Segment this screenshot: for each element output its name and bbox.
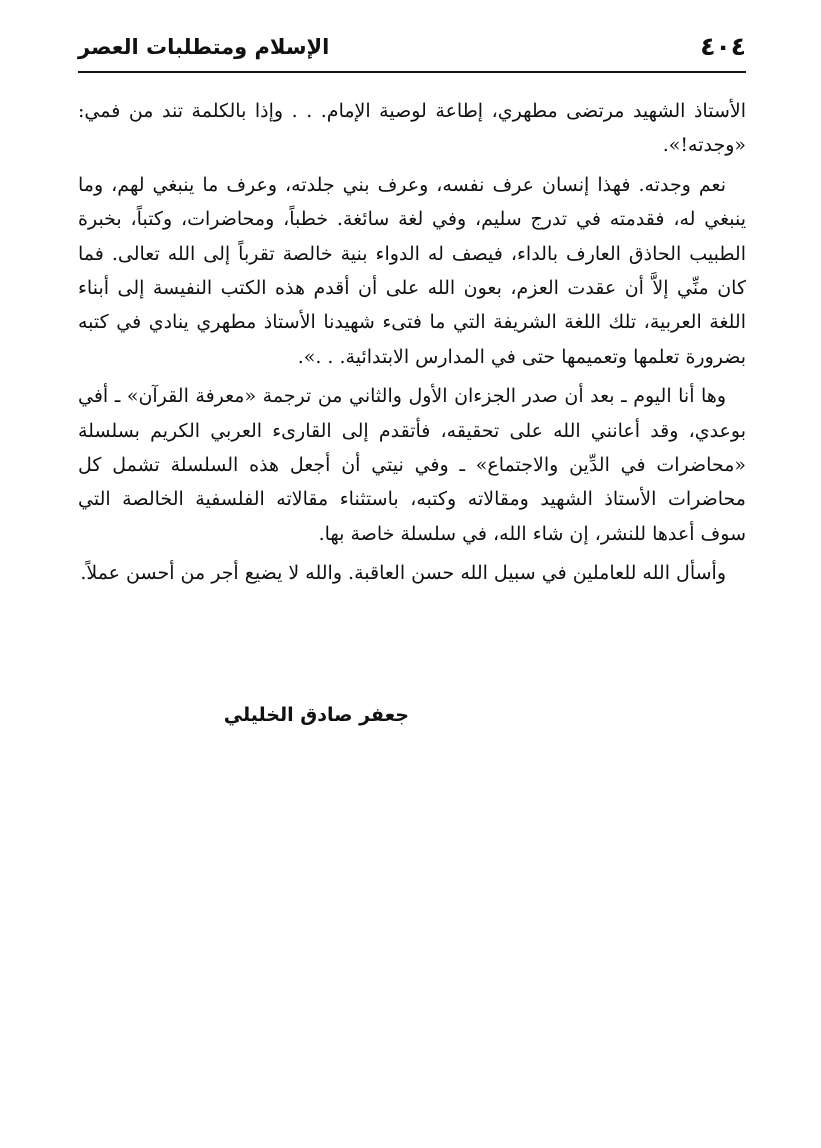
paragraph-series-announcement: وها أنا اليوم ـ بعد أن صدر الجزءان الأول والثاني من ترجمة «معرفة القرآن» ـ أفي بوعدي، وقد أعانني الله على تحقيقه، فأتقدم إلى القارىء العربي الكريم بسلسلة «محاضرات في الدِّين والاجتماع» ـ وفي نيتي أن أجعل هذه السلسلة تشمل كل محاضرات الأستاذ الشهيد ومقالاته وكتبه، باستثناء مقالاته الفلسفية الخالصة التي سوف أعدها للنشر، إن شاء الله، في سلسلة خاصة بها. bbox=[78, 385, 746, 545]
header-divider bbox=[78, 71, 746, 73]
paragraph-closing-prayer: وأسأل الله للعاملين في سبيل الله حسن العاقبة. والله لا يضيع أجر من أحسن عملاً. bbox=[80, 562, 726, 585]
paragraph-found-him: نعم وجدته. فهذا إنسان عرف نفسه، وعرف بني جلدته، وعرف ما ينبغي لهم، وما ينبغي له، فقدمته في تدرج سليم، وفي لغة سائغة. خطباً، ومحاضرات، وكتباً، بخبرة الطبيب الحاذق العارف بالداء، فيصف له الدواء بنية خالصة تقرباً إلى الله تعالى. فما كان منِّي إلاَّ أن عقدت العزم، بعون الله على أن أقدم هذه الكتب النفيسة إلى أبناء اللغة العربية، تلك اللغة الشريفة التي ما فتىء شهيدنا الأستاذ مطهري ينادي في كتبه بضرورة تعلمها وتعميمها حتى في المدارس الابتدائية. . .». bbox=[78, 173, 746, 368]
page-number: ٤٠٤ bbox=[700, 32, 746, 61]
running-title: الإسلام ومتطلبات العصر bbox=[78, 35, 330, 59]
body-text bbox=[78, 94, 746, 596]
author-signature: جعفر صادق الخليلي bbox=[223, 704, 409, 726]
paragraph-continuation: الأستاذ الشهيد مرتضى مطهري، إطاعة لوصية الإمام. . . وإذا بالكلمة تند من فمي: «وجدته!». bbox=[78, 100, 746, 157]
page-header bbox=[78, 30, 746, 70]
